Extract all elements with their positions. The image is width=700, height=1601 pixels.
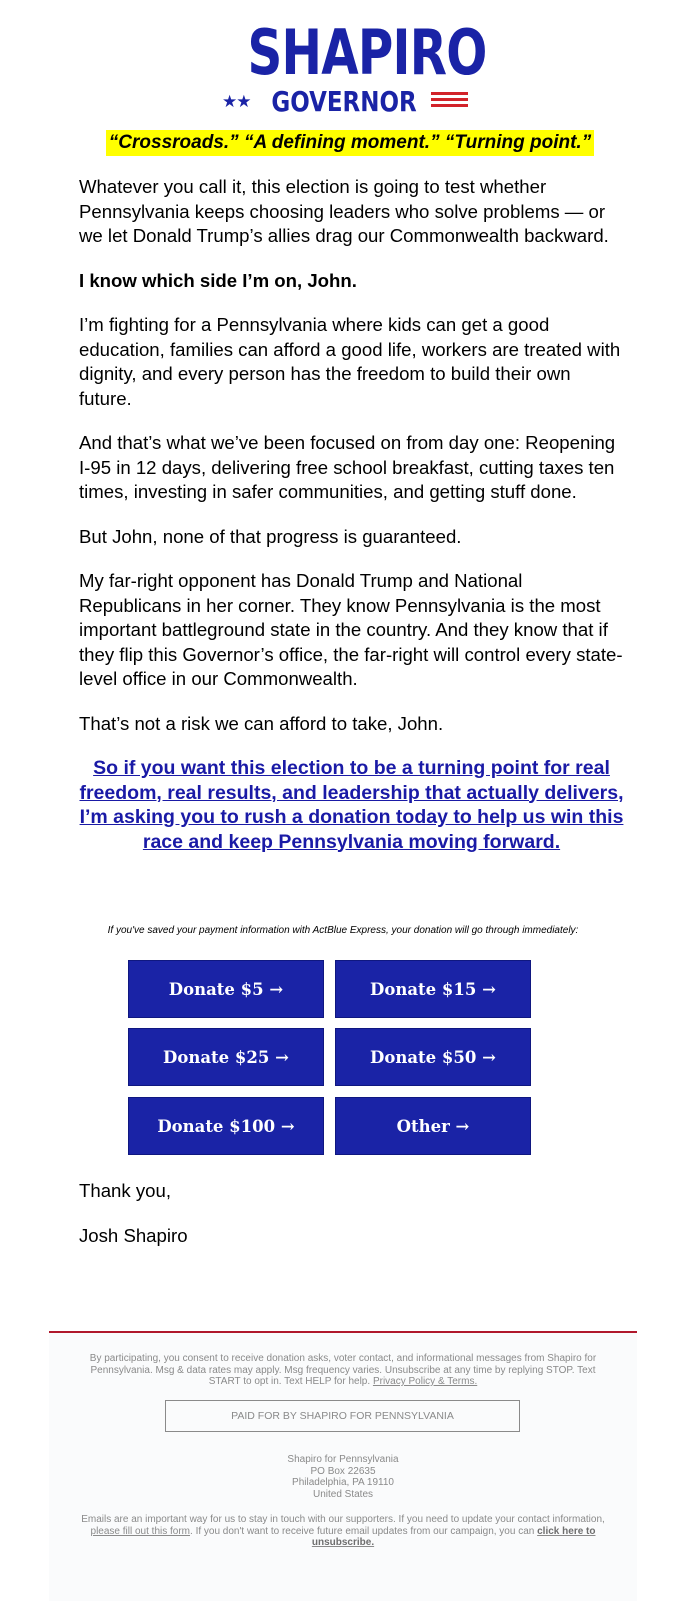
stars-icon: ★★ [222,92,251,111]
address-line-3: Philadelphia, PA 19110 [292,1477,394,1488]
mailing-address [49,1454,637,1500]
donate-5-button[interactable]: Donate $5 → [128,960,324,1018]
email-footer [49,1331,637,1601]
body-paragraph-2: I know which side I’m on, John. [79,269,357,291]
logo-name: SHAPIRO [247,16,487,89]
paid-for-box: PAID FOR BY SHAPIRO FOR PENNSYLVANIA [165,1400,520,1432]
privacy-policy-link[interactable]: Privacy Policy & Terms. [372,1376,478,1387]
body-paragraph-4: And that’s what we’ve been focused on from day one: Reopening I-95 in 12 days, delivering free school breakfast, cutting taxes ten times, investing in safer communities, and getting stuff done. [79,432,616,502]
address-line-1: Shapiro for Pennsylvania [287,1454,399,1465]
unsubscribe-text: click here to unsubscribe. [311,1525,596,1548]
tagline-row [0,130,700,156]
logo-subline [220,86,470,118]
sms-disclaimer [89,1353,597,1388]
donate-25-button[interactable]: Donate $25 → [128,1028,324,1086]
body-paragraph-1: Whatever you call it, this election is going to test whether Pennsylvania keeps choosing leaders who solve problems — or we let Donald Trump’s allies drag our Commonwealth backward. [79,176,609,246]
signoff [79,1179,624,1268]
actblue-express-note: If you've saved your payment information with ActBlue Express, your donation will go through immediately: [107,925,579,936]
campaign-logo [220,16,487,118]
note-text-start: Emails are an important way for us to stay in touch with our supporters. If you need to update your contact information, [81,1514,605,1525]
body-paragraph-7: That’s not a risk we can afford to take, John. [79,712,444,734]
thanks-text: Thank you, [79,1180,171,1201]
signature-name: Josh Shapiro [79,1224,188,1246]
disclaimer-text: By participating, you consent to receive donation asks, voter contact, and informational messages from Shapiro for Pennsylvania. Msg & data rates may apply. Msg frequency varies. Unsubscribe at any time by replying STOP. Text START to opt in. Text HELP for help. [89,1353,597,1387]
email-preferences-note [79,1514,607,1549]
donation-cta-link[interactable]: So if you want this election to be a turning point for real freedom, real results, and leadership that actually delivers, I’m asking you to rush a donation today to help us win this race and keep Pennsylvania moving forward. [79,757,624,853]
address-line-2: PO Box 22635 [310,1465,376,1477]
note-text-mid: . If you don't want to receive future email updates from our campaign, you can [190,1525,535,1537]
address-line-4: United States [312,1488,374,1500]
body-paragraph-3: I’m fighting for a Pennsylvania where kids can get a good education, families can afford a good life, workers are treated with dignity, and every person has the freedom to build their own future. [79,314,621,409]
update-contact-form-link[interactable]: please fill out this form [90,1525,191,1537]
flag-stripes-icon [431,92,468,112]
logo-office: GOVERNOR [271,85,417,118]
donate-other-button[interactable]: Other → [335,1097,531,1155]
donate-50-button[interactable]: Donate $50 → [335,1028,531,1086]
donate-100-button[interactable]: Donate $100 → [128,1097,324,1155]
email-body [79,175,624,854]
body-paragraph-6: My far-right opponent has Donald Trump and National Republicans in her corner. They know Pennsylvania is the most important battleground state in the country. And they know that if they flip this Governor’s office, the far-right will control every state-level office in our Commonwealth. [79,570,623,689]
donate-15-button[interactable]: Donate $15 → [335,960,531,1018]
highlighted-tagline: “Crossroads.” “A defining moment.” “Turning point.” [106,130,594,156]
body-paragraph-5: But John, none of that progress is guaranteed. [79,525,462,547]
